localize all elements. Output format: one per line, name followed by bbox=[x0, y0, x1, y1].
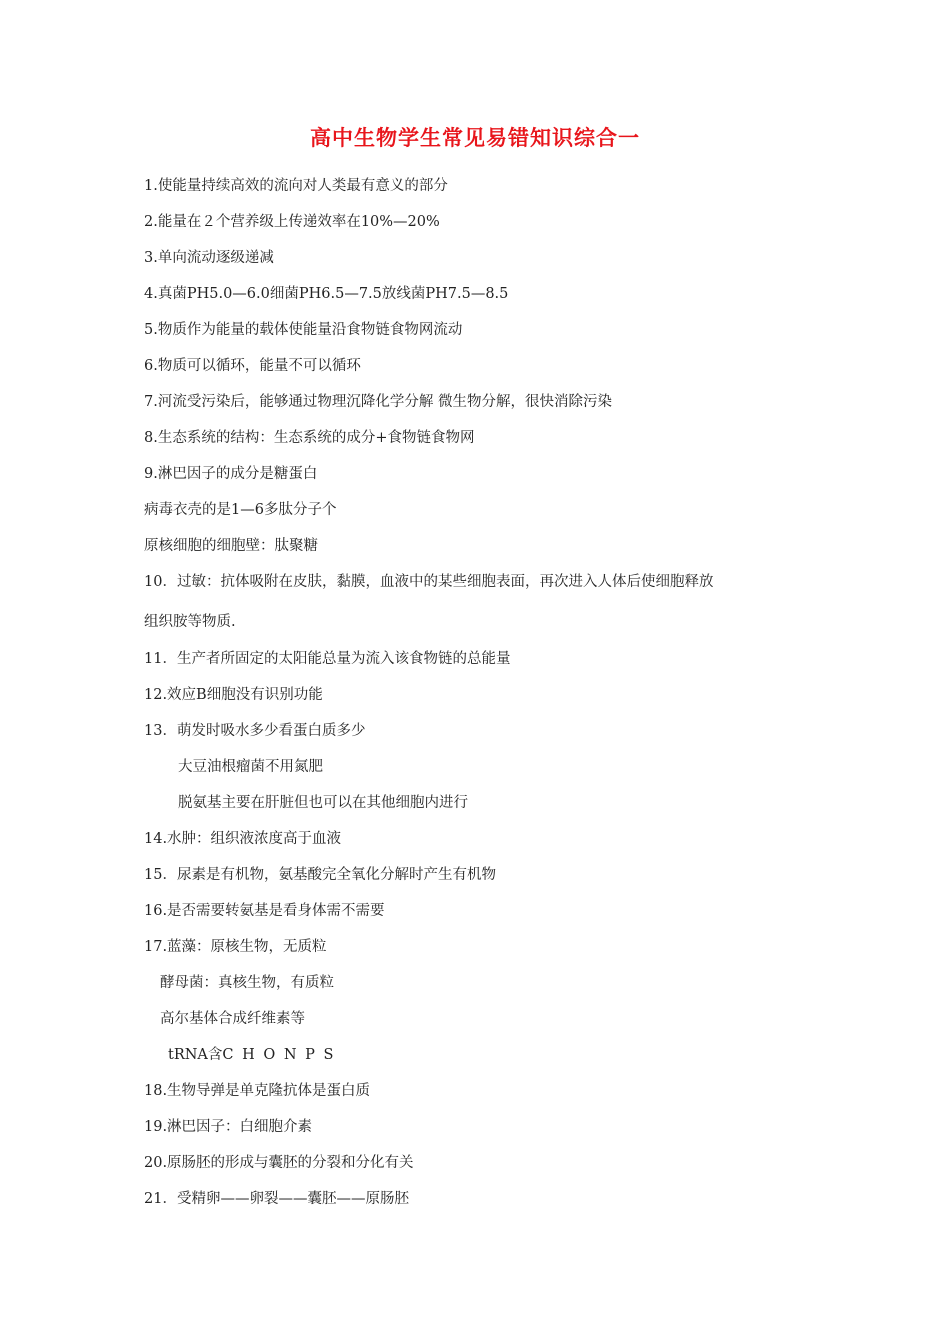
text-line: 2.能量在２个营养级上传递效率在10%—20% bbox=[144, 214, 440, 230]
text-line: 1.使能量持续高效的流向对人类最有意义的部分 bbox=[144, 178, 448, 194]
text-line: 组织胺等物质. bbox=[144, 614, 236, 630]
text-line: 11．生产者所固定的太阳能总量为流入该食物链的总能量 bbox=[144, 651, 511, 667]
text-line: 4.真菌PH5.0—6.0细菌PH6.5—7.5放线菌PH7.5—8.5 bbox=[144, 286, 509, 302]
text-line: 病毒衣壳的是1—6多肽分子个 bbox=[144, 502, 337, 518]
text-line: 14.水肿：组织液浓度高于血液 bbox=[144, 831, 342, 847]
text-line: 3.单向流动逐级递减 bbox=[144, 250, 274, 266]
text-line: 6.物质可以循环，能量不可以循环 bbox=[144, 358, 361, 374]
text-line: 21．受精卵——卵裂——囊胚——原肠胚 bbox=[144, 1191, 409, 1207]
text-line: 13．萌发时吸水多少看蛋白质多少 bbox=[144, 723, 366, 739]
text-line: 8.生态系统的结构：生态系统的成分+食物链食物网 bbox=[144, 430, 475, 446]
text-line: 7.河流受污染后，能够通过物理沉降化学分解 微生物分解，很快消除污染 bbox=[144, 394, 612, 410]
text-line: 高尔基体合成纤维素等 bbox=[160, 1011, 305, 1027]
text-line: 9.淋巴因子的成分是糖蛋白 bbox=[144, 466, 318, 482]
text-line: 脱氨基主要在肝脏但也可以在其他细胞内进行 bbox=[178, 795, 468, 811]
text-line: 16.是否需要转氨基是看身体需不需要 bbox=[144, 903, 385, 919]
text-line: tRNA含C H O N P S bbox=[168, 1047, 334, 1063]
text-line: 15．尿素是有机物，氨基酸完全氧化分解时产生有机物 bbox=[144, 867, 496, 883]
text-line: 酵母菌：真核生物，有质粒 bbox=[160, 975, 334, 991]
document-title: 高中生物学生常见易错知识综合一 bbox=[310, 126, 640, 150]
text-line: 10．过敏：抗体吸附在皮肤，黏膜，血液中的某些细胞表面，再次进入人体后使细胞释放 bbox=[144, 574, 714, 590]
text-line: 18.生物导弹是单克隆抗体是蛋白质 bbox=[144, 1083, 371, 1099]
text-line: 5.物质作为能量的载体使能量沿食物链食物网流动 bbox=[144, 322, 463, 338]
text-line: 17.蓝藻：原核生物，无质粒 bbox=[144, 939, 327, 955]
text-line: 20.原肠胚的形成与囊胚的分裂和分化有关 bbox=[144, 1155, 414, 1171]
text-line: 19.淋巴因子：白细胞介素 bbox=[144, 1119, 313, 1135]
text-line: 大豆油根瘤菌不用氮肥 bbox=[178, 759, 323, 775]
text-line: 12.效应B细胞没有识别功能 bbox=[144, 687, 323, 703]
text-line: 原核细胞的细胞壁：肽聚糖 bbox=[144, 538, 318, 554]
